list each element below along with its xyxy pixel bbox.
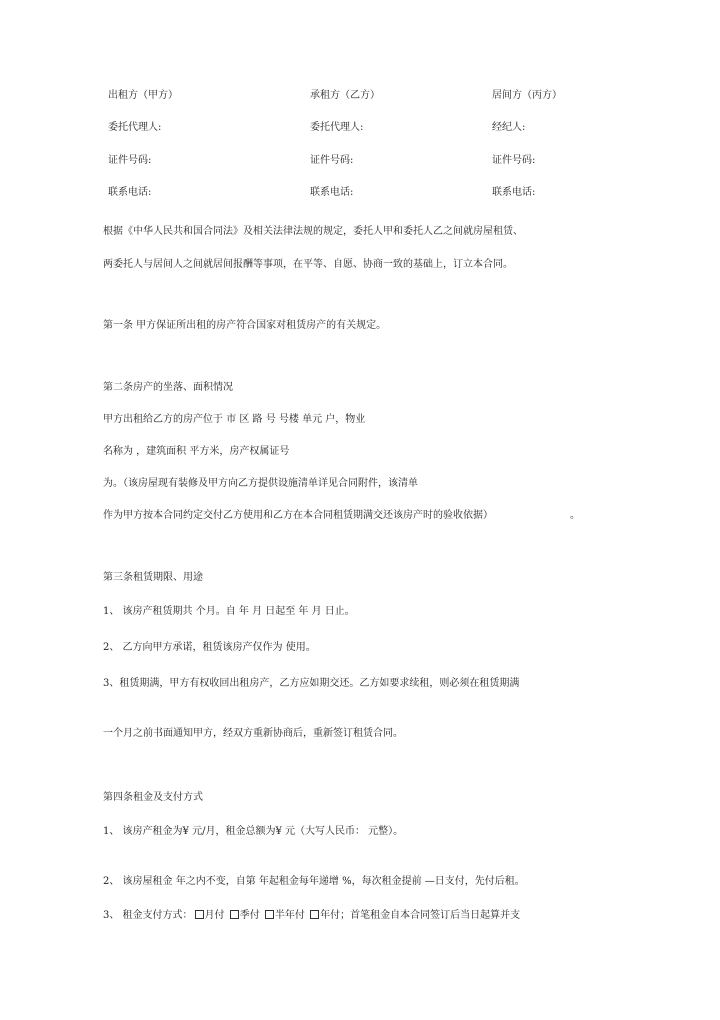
article-4-item-3	[103, 910, 520, 922]
article-4-heading: 第四条租金及支付方式	[103, 792, 203, 803]
monthly-checkbox[interactable]	[195, 910, 204, 919]
yearly-label: 年付	[320, 910, 341, 921]
article-4-item-1: 1、 该房产租金为¥ 元/月，租金总额为¥ 元（大写人民币： 元整）。	[103, 826, 404, 837]
article-3-item-2: 2、 乙方向甲方承诺，租赁该房产仅作为 使用。	[103, 642, 316, 653]
article-2-line-4-end: 。	[570, 510, 580, 521]
preamble-line-1: 根据《中华人民共和国合同法》及相关法律法规的规定，委托人甲和委托人乙之间就房屋租赁、	[103, 226, 523, 237]
lessor-id-label: 证件号码:	[108, 155, 152, 166]
broker-agent-label: 经纪人:	[492, 122, 526, 133]
lessee-id-label: 证件号码:	[310, 155, 354, 166]
article-3-item-3b: 一个月之前书面通知甲方，经双方重新协商后，重新签订租赁合同。	[103, 728, 403, 739]
broker-title: 居间方（丙方）	[492, 90, 562, 101]
payment-method-suffix: ；首笔租金自本合同签订后当日起算并支	[340, 910, 521, 921]
broker-phone-label: 联系电话:	[492, 187, 536, 198]
article-3-item-1: 1、 该房产租赁期共 个月。自 年 月 日起至 年 月 日止。	[103, 606, 355, 617]
article-2-line-2: 名称为 ，建筑面积 平方米，房产权属证号	[103, 446, 290, 457]
article-2-line-4: 作为甲方按本合同约定交付乙方使用和乙方在本合同租赁期满交还该房产时的验收依据）	[103, 510, 493, 521]
lessee-phone-label: 联系电话:	[310, 187, 354, 198]
article-2-line-1: 甲方出租给乙方的房产位于 市 区 路 号 号楼 单元 户，物业	[103, 414, 366, 425]
article-4-item-2: 2、 该房屋租金 年之内不变，自第 年起租金每年递增 %，每次租金提前 —日支付，先付后租。	[103, 876, 525, 887]
lessor-title: 出租方（甲方）	[108, 90, 178, 101]
half-year-label: 半年付	[274, 910, 305, 921]
article-1: 第一条 甲方保证所出租的房产符合国家对租赁房产的有关规定。	[103, 320, 387, 331]
preamble-line-2: 两委托人与居间人之间就居间报酬等事项，在平等、自愿、协商一致的基础上，订立本合同。	[103, 259, 513, 270]
quarterly-label: 季付	[239, 910, 260, 921]
yearly-checkbox[interactable]	[310, 910, 319, 919]
lessor-agent-label: 委托代理人:	[108, 122, 162, 133]
quarterly-checkbox[interactable]	[230, 910, 239, 919]
half-year-checkbox[interactable]	[265, 910, 274, 919]
broker-id-label: 证件号码:	[492, 155, 536, 166]
article-3-item-3a: 3、租赁期满，甲方有权收回出租房产，乙方应如期交还。乙方如要求续租，则必须在租赁期满	[103, 678, 520, 689]
monthly-label: 月付	[204, 910, 225, 921]
lessee-title: 承租方（乙方）	[310, 90, 380, 101]
article-3-heading: 第三条租赁期限、用途	[103, 572, 203, 583]
payment-method-prefix: 3、 租金支付方式：	[103, 910, 193, 921]
article-2-heading: 第二条房产的坐落、面积情况	[103, 382, 233, 393]
lessor-phone-label: 联系电话:	[108, 187, 152, 198]
lessee-agent-label: 委托代理人:	[310, 122, 364, 133]
article-2-line-3: 为。（该房屋现有装修及甲方向乙方提供设施清单详见合同附件，该清单	[103, 478, 418, 489]
